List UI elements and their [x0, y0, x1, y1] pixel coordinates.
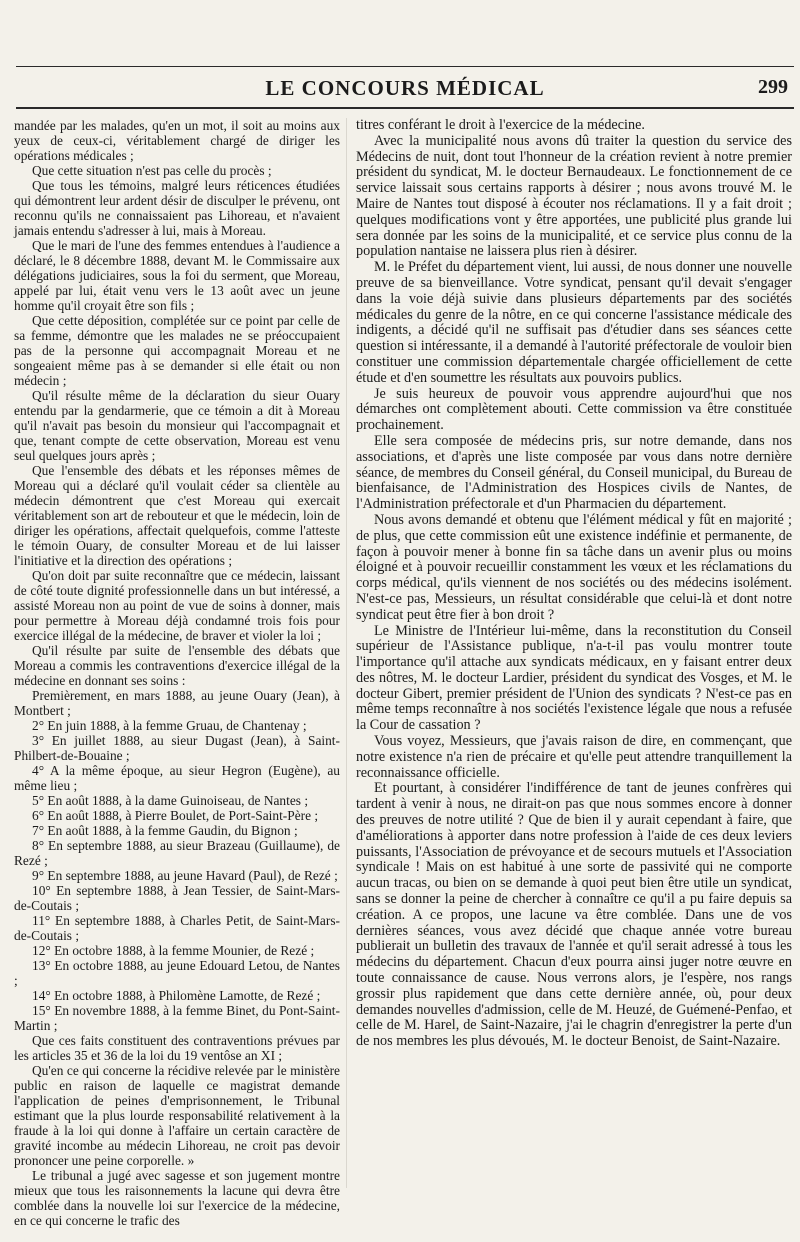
- paragraph: 2° En juin 1888, à la femme Gruau, de Chantenay ;: [32, 718, 307, 733]
- paragraph: 11° En septembre 1888, à Charles Petit, de Saint-Mars-de-Coutais ;: [14, 913, 340, 943]
- left-column: [14, 118, 340, 1228]
- paragraph: Que tous les témoins, malgré leurs réticences étudiées qui démontrent leur ardent désir de disculper le prévenu, ont reconnu qu'ils ne connaissaient pas Lihoreau, et n'avaient jamais entendu s'adresser à lui, mais à Moreau.: [14, 178, 340, 238]
- paragraph: 5° En août 1888, à la dame Guinoiseau, de Nantes ;: [32, 793, 309, 808]
- paragraph: Vous voyez, Messieurs, que j'avais raison de dire, en commençant, que notre existence n'a rien de précaire et qu'elle peut attendre tranquillement la reconnaissance officielle.: [356, 733, 792, 781]
- paragraph: 13° En octobre 1888, au jeune Edouard Letou, de Nantes ;: [14, 958, 340, 988]
- paragraph: Que le mari de l'une des femmes entendues à l'audience a déclaré, le 8 décembre 1888, devant M. le Commissaire aux délégations judiciaires, sous la foi du serment, que Moreau, appelé par lui, était venu vers le 13 août avec un jeune homme qu'il croyait être son fils ;: [14, 238, 340, 313]
- paragraph: 4° A la même époque, au sieur Hegron (Eugène), au même lieu ;: [14, 763, 340, 793]
- paragraph: Que l'ensemble des débats et les réponses mêmes de Moreau qui a déclaré qu'il voulait céder sa clientèle au médecin démontrent que c'est Moreau qui exercait véritablement son art de rebouteur et que le médecin, loin de diriger les opérations, affectait quelquefois, comme l'atteste le témoin Ouary, de consulter Moreau et de lui laisser l'initiative et la direction des opérations ;: [14, 463, 340, 568]
- paragraph: titres conférant le droit à l'exercice de la médecine.: [356, 117, 645, 133]
- paragraph: Que cette situation n'est pas celle du procès ;: [32, 163, 272, 178]
- paragraph: M. le Préfet du département vient, lui aussi, de nous donner une nouvelle preuve de sa bienveillance. Votre syndicat, pensant qu'il devait s'engager dans la voie déjà suivie dans plusieurs départements par des sociétés médicales du genre de la nôtre, en ce qui concerne l'assistance médicale des indigents, a décidé qu'il ne suffisait pas d'étudier dans ses séances cette question si intéressante, il a demandé à l'autorité préfectorale de vouloir bien constituer une commission départementale chargée officiellement de cette étude et d'en soumettre les résultats aux pouvoirs publics.: [356, 259, 792, 386]
- paragraph: Je suis heureux de pouvoir vous apprendre aujourd'hui que nos démarches ont complètement abouti. Cette commission va être constituée prochainement.: [356, 385, 792, 434]
- header-rule: [16, 107, 794, 109]
- column-separator: [346, 118, 347, 1188]
- paragraph: Le tribunal a jugé avec sagesse et son jugement montre mieux que tous les raisonnements la lacune qui devra être comblée dans la nouvelle loi sur l'exercice de la médecine, en ce qui concerne le trafic des: [14, 1168, 340, 1228]
- paragraph: 8° En septembre 1888, au sieur Brazeau (Guillaume), de Rezé ;: [14, 838, 340, 868]
- paragraph: Nous avons demandé et obtenu que l'élément médical y fût en majorité ; de plus, que cette commission eût une existence indéfinie et permanente, de façon à pouvoir mener à bonne fin sa tâche dans un avenir plus ou moins éloigné et à pouvoir recueillir constamment les vœux et les réclamations du corps médical, qu'ils viennent de nos sociétés ou des médecins isolément. N'est-ce pas, Messieurs, un résultat considérable que celui-là et dont notre syndicat peut être fier à bon droit ?: [356, 511, 792, 623]
- paragraph: Que cette déposition, complétée sur ce point par celle de sa femme, démontre que les malades ne se préoccupaient pas de la personne qui accompagnait Moreau et ne songeaient même pas à se demander si elle était ou non médecin ;: [14, 313, 340, 388]
- paragraph: Qu'il résulte même de la déclaration du sieur Ouary entendu par la gendarmerie, que ce témoin a dit à Moreau qu'il n'avait pas besoin du monsieur qui l'accompagnait et que, tenant compte de cette observation, Moreau est venu seul quelques jours après ;: [14, 388, 340, 463]
- paragraph: Le Ministre de l'Intérieur lui-même, dans la reconstitution du Conseil supérieur de l'Assistance publique, n'a-t-il pas voulu montrer toute l'importance qu'il attache aux syndicats médicaux, en y faisant entrer deux des nôtres, M. le docteur Lardier, président du syndicat des Vosges, et M. le docteur Gibert, premier président de l'Union des syndicats ? N'est-ce pas en même temps reconnaître à nos sociétés l'existence légale que nous a refusée la Cour de cassation ?: [356, 622, 792, 734]
- paragraph: Qu'il résulte par suite de l'ensemble des débats que Moreau a commis les contraventions d'exercice illégal de la médecine en donnant ses soins :: [14, 643, 340, 688]
- paragraph: Que ces faits constituent des contraventions prévues par les articles 35 et 36 de la loi du 19 ventôse an XI ;: [14, 1033, 340, 1063]
- paragraph: 12° En octobre 1888, à la femme Mounier, de Rezé ;: [32, 943, 315, 958]
- paragraph: Elle sera composée de médecins pris, sur notre demande, dans nos associations, et d'après une liste composée par vous dans notre dernière séance, de membres du Conseil général, du Conseil municipal, du Bureau de bienfaisance, de l'Administration des Hospices civils de Nantes, de l'Administration préfectorale et d'un Pharmacien du département.: [356, 432, 792, 513]
- paragraph: mandée par les malades, qu'en un mot, il soit au moins aux yeux de ceux-ci, véritablement chargé de diriger les opérations médicales ;: [14, 118, 340, 163]
- paragraph: 15° En novembre 1888, à la femme Binet, du Pont-Saint-Martin ;: [14, 1003, 340, 1033]
- paragraph: Qu'on doit par suite reconnaître que ce médecin, laissant de côté toute dignité professionnelle dans un but intéressé, a assisté Moreau non au point de vue de soins à donner, mais pour permettre à Moreau déjà condamné trois fois pour exercice illégal de la médecine, de braver et violer la loi ;: [14, 568, 340, 643]
- paragraph: 9° En septembre 1888, au jeune Havard (Paul), de Rezé ;: [32, 868, 338, 883]
- paragraph: 10° En septembre 1888, à Jean Tessier, de Saint-Mars-de-Coutais ;: [14, 883, 340, 913]
- journal-title: LE CONCOURS MÉDICAL: [265, 76, 545, 100]
- paragraph: Premièrement, en mars 1888, au jeune Ouary (Jean), à Montbert ;: [14, 688, 340, 718]
- page-number: 299: [758, 76, 788, 98]
- paragraph: Qu'en ce qui concerne la récidive relevée par le ministère public en raison de laquelle ce magistrat demande l'application de peines d'emprisonnement, le Tribunal estimant que la plus lourde responsabilité relativement à la fraude à la loi qui donne à l'affaire un certain caractère de gravité incombe au médecin Lihoreau, ne croit pas devoir prononcer une peine corporelle. »: [14, 1063, 340, 1168]
- paragraph: Et pourtant, à considérer l'indifférence de tant de jeunes confrères qui tardent à venir à nous, ne dirait-on pas que nous sommes encore à donner des preuves de notre utilité ? Que de bien il y aurait cependant à faire, que d'améliorations à apporter dans notre profession à l'aide de ces deux leviers puissants, l'Association de prévoyance et de secours mutuels et l'Association syndicale ! Mais on est habitué à une sorte de passivité qui ne comporte aucun tracas, ou bien on se demande à quoi peut bien être utile un syndicat, sans se donner la peine de chercher à connaître ce qu'il a pu faire depuis sa création. A ce propos, une lacune va être comblée. Dans une de vos dernières séances, vous avez décidé que chaque année votre bureau publierait un bulletin des travaux de l'année et qu'il serait adressé à tous les médecins du département. Chacun d'eux pourra ainsi juger notre œuvre en toute connaissance de cause. Nous verrons alors, je l'espère, nos rangs grossir plus rapidement que dans cette dernière année, où, pour deux demandes nouvelles d'admission, celle de M. Heuzé, de Guémené-Penfao, et celle de M. Harel, de Saint-Nazaire, j'ai le chagrin d'enregistrer la perte d'un de nos membres les plus dévoués, M. le docteur Benoist, de Saint-Nazaire.: [356, 780, 792, 1050]
- top-rule: [16, 66, 794, 67]
- paragraph: 3° En juillet 1888, au sieur Dugast (Jean), à Saint-Philbert-de-Bouaine ;: [14, 733, 340, 763]
- paragraph: 7° En août 1888, à la femme Gaudin, du Bignon ;: [32, 823, 298, 838]
- paragraph: 6° En août 1888, à Pierre Boulet, de Port-Saint-Père ;: [32, 808, 319, 823]
- paragraph: 14° En octobre 1888, à Philomène Lamotte, de Rezé ;: [32, 988, 321, 1003]
- running-header: [16, 76, 794, 102]
- right-column: [356, 118, 792, 1050]
- paragraph: Avec la municipalité nous avons dû traiter la question du service des Médecins de nuit, dont tout l'honneur de la création revient à notre premier président du syndicat, M. le docteur Bernaudeaux. Le fonctionnement de ce service laissait sous certains rapports à désirer ; nous avons trouvé M. le Maire de Nantes tout disposé à écouter nos réclamations. Il y a fait droit ; quelques modifications vont y être apportées, une publicité plus grande lui sera donnée par les soins de la municipalité, et ce service plus connu de la population nantaise ne laissera plus rien à désirer.: [356, 132, 792, 260]
